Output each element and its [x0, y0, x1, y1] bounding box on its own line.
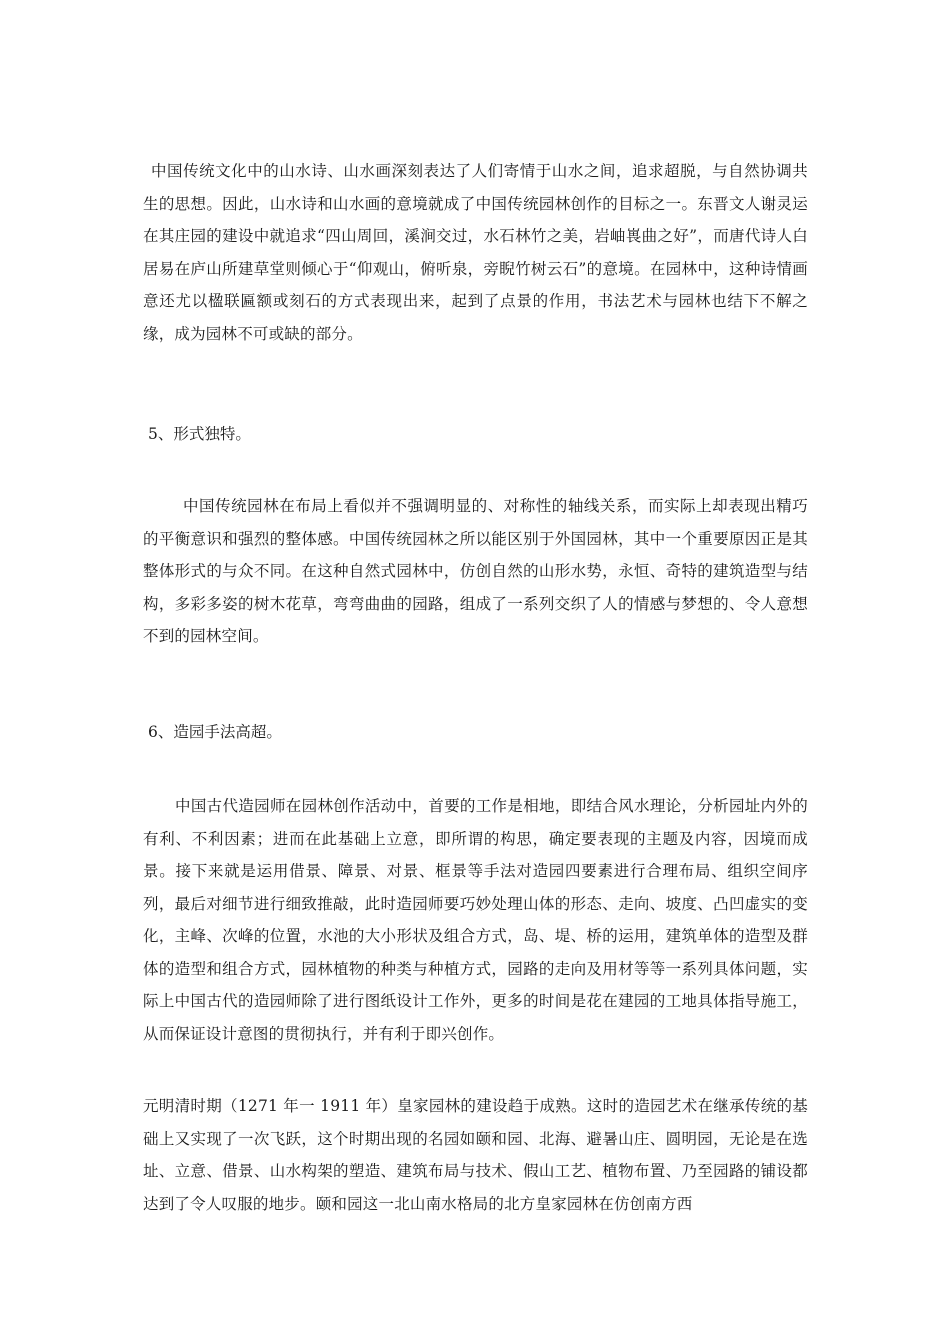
paragraph-unique-form: 中国传统园林在布局上看似并不强调明显的、对称性的轴线关系，而实际上却表现出精巧的平衡意识和强烈的整体感。中国传统园林之所以能区别于外国园林，其中一个重要原因正是其整体形式的与众不同。在这种自然式园林中，仿创自然的山形水势，永恒、奇特的建筑造型与结构，多彩多姿的树木花草，弯弯曲曲的园路，组成了一系列交织了人的情感与梦想的、令人意想不到的园林空间。 — [143, 497, 808, 645]
paragraph-yuan-ming-qing: 元明清时期（1271 年一 1911 年）皇家园林的建设趋于成熟。这时的造园艺术在继承传统的基础上又实现了一次飞跃，这个时期出现的名园如颐和园、北海、避暑山庄、圆明园，无论是在选址、立意、借景、山水构架的塑造、建筑布局与技术、假山工艺、植物布置、乃至园路的铺设都达到了令人叹服的地步。颐和园这一北山南水格局的北方皇家园林在仿创南方西 — [143, 1097, 808, 1213]
paragraph-poetry-painting: 中国传统文化中的山水诗、山水画深刻表达了人们寄情于山水之间，追求超脱，与自然协调共生的思想。因此，山水诗和山水画的意境就成了中国传统园林创作的目标之一。东晋文人谢灵运在其庄园的建设中就追求“四山周回，溪涧交过，水石林竹之美，岩岫嵔曲之好”，而唐代诗人白居易在庐山所建草堂则倾心于“仰观山，俯听泉，旁睨竹树云石”的意境。在园林中，这种诗情画意还尤以楹联匾额或刻石的方式表现出来，起到了点景的作用，书法艺术与园林也结下不解之缘，成为园林不可或缺的部分。 — [143, 162, 808, 343]
section-heading-form: 5、形式独特。 — [148, 425, 251, 443]
section-heading-techniques: 6、造园手法高超。 — [148, 723, 282, 741]
paragraph-garden-techniques: 中国古代造园师在园林创作活动中，首要的工作是相地，即结合风水理论，分析园址内外的有利、不利因素；进而在此基础上立意，即所谓的构思，确定要表现的主题及内容，因境而成景。接下来就是运用借景、障景、对景、框景等手法对造园四要素进行合理布局、组织空间序列，最后对细节进行细致推敲，此时造园师要巧妙处理山体的形态、走向、坡度、凸凹虚实的变化，主峰、次峰的位置，水池的大小形状及组合方式，岛、堤、桥的运用，建筑单体的造型及群体的造型和组合方式，园林植物的种类与种植方式，园路的走向及用材等等一系列具体问题，实际上中国古代的造园师除了进行图纸设计工作外，更多的时间是花在建园的工地具体指导施工，从而保证设计意图的贯彻执行，并有利于即兴创作。 — [143, 797, 808, 1043]
